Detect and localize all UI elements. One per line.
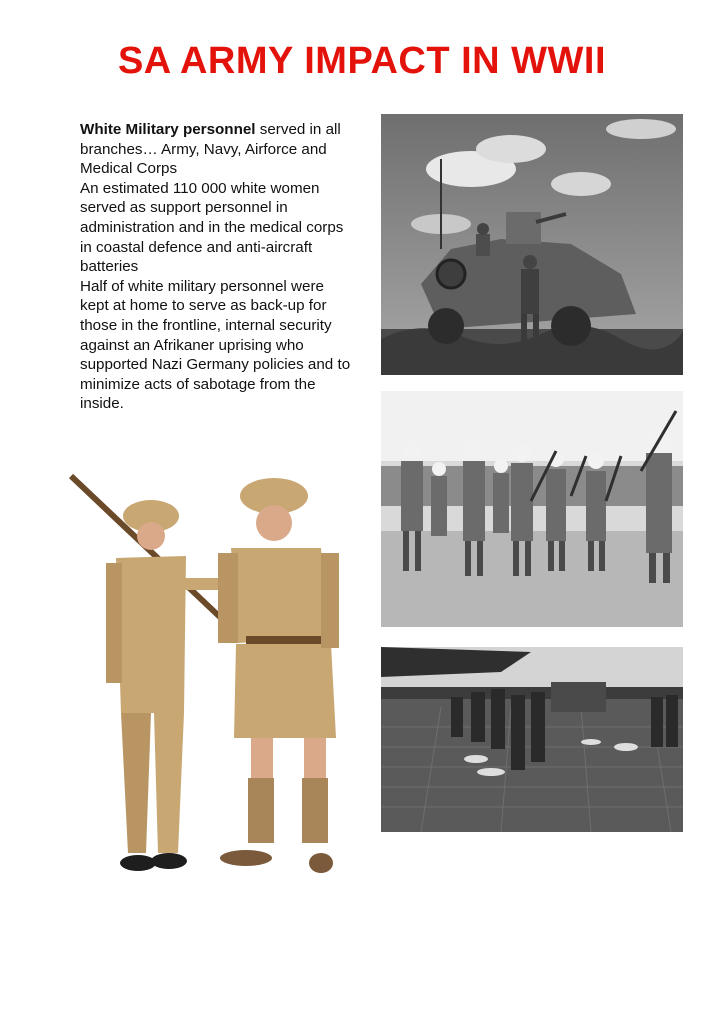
body-text	[80, 120, 352, 414]
page-title: SA ARMY IMPACT IN WWII	[117, 40, 607, 82]
airfield-photo	[381, 647, 683, 832]
paragraph-branches	[80, 120, 352, 179]
lead-bold: White Military personnel	[80, 121, 256, 138]
soldiers-illustration	[66, 468, 348, 893]
paragraph-women: An estimated 110 000 white women served as support personnel in administration and in the medical corps in coastal defence and anti-aircraft batteries	[80, 179, 344, 276]
armoured-car-photo	[381, 114, 683, 375]
lead-rest: served in all branches… Army, Navy, Airforce and Medical Corps	[80, 121, 341, 178]
parade-photo	[381, 391, 683, 627]
paragraph-home-service: Half of white military personnel were kept at home to serve as back-up for those in the frontline, internal security against an Afrikaner uprising who supported Nazi Germany policies and to minimize acts of sabotage from the inside.	[80, 277, 351, 413]
